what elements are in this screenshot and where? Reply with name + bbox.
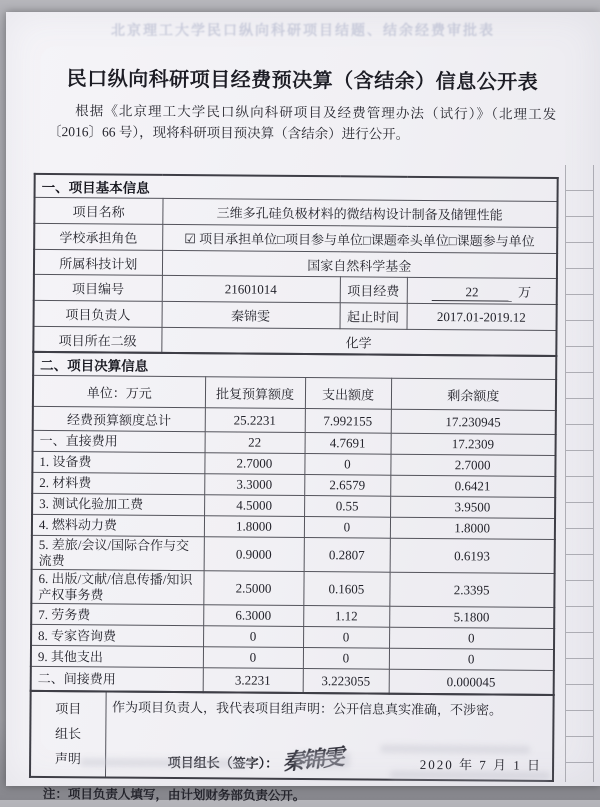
row-spent: 7.992155 — [305, 409, 391, 434]
project-number-label: 项目编号 — [34, 274, 162, 301]
project-name-value: 三维多孔硅负极材料的微结构设计制备及储锂性能 — [162, 198, 557, 227]
side-label-line: 项目 — [55, 701, 82, 717]
row-name: 4. 燃料动力费 — [32, 514, 204, 536]
budget-header-row — [33, 375, 556, 410]
sign-label: 项目组长（签字）： — [167, 755, 279, 772]
col-header-remaining: 剩余额度 — [391, 378, 556, 410]
row-remaining: 0.6193 — [390, 538, 555, 573]
row-remaining: 2.3395 — [389, 572, 554, 607]
side-label-line: 声明 — [54, 750, 81, 766]
row-approved: 2.7000 — [204, 453, 304, 475]
section2-title: 二、项目决算信息 — [33, 352, 556, 380]
footnote: 注：项目负责人填写，由计划财务部负责公开。 — [42, 787, 306, 804]
page-title: 民口纵向科研项目经费预决算（含结余）信息公开表 — [66, 68, 539, 94]
row-approved: 2.5000 — [203, 571, 303, 606]
row-approved: 22 — [205, 432, 305, 454]
bleed-smudge — [380, 745, 530, 754]
row-spent: 1.12 — [303, 606, 389, 628]
role-label: 学校承担角色 — [34, 223, 162, 250]
row-spent: 0.55 — [304, 496, 390, 518]
underlying-page-table-edge — [565, 165, 594, 782]
row-spent: 4.7691 — [305, 433, 391, 455]
dept-value: 化学 — [161, 327, 556, 356]
intro-paragraph: 根据《北京理工大学民口纵向科研项目及经费管理办法（试行）》（北理工发〔2016〕66 号），现将科研项目预决算（含结余）进行公开。 — [47, 103, 557, 142]
bleed-smudge — [80, 758, 250, 767]
project-number-value: 21601014 — [162, 275, 340, 302]
period-label: 起止时间 — [340, 303, 407, 330]
table-row — [34, 223, 557, 253]
document-content — [5, 10, 600, 804]
row-name: 1. 设备费 — [32, 451, 204, 473]
row-remaining: 2.7000 — [390, 454, 555, 476]
plan-label: 所属科技计划 — [34, 249, 162, 275]
bleed-smudge — [295, 752, 350, 768]
row-approved: 0.9000 — [204, 537, 304, 572]
row-approved: 0 — [203, 647, 303, 669]
form-tables — [29, 173, 557, 806]
pi-value: 秦锦雯 — [162, 301, 340, 328]
handwritten-signature: 秦锦雯 — [281, 744, 344, 776]
section1-title: 一、项目基本信息 — [35, 174, 558, 202]
row-spent: 3.223055 — [303, 669, 389, 694]
fund-unit: 万 — [517, 284, 532, 300]
row-approved: 4.5000 — [204, 495, 304, 517]
basic-info-table — [32, 173, 558, 357]
bleed-through-title: 北京理工大学民口纵向科研项目结题、结余经费审批表 — [111, 24, 495, 39]
fund-amount: 22 — [432, 284, 512, 302]
declaration-table — [29, 690, 555, 782]
row-spent: 0 — [303, 648, 389, 670]
col-header-approved: 批复预算额度 — [205, 377, 305, 409]
row-remaining: 0 — [389, 628, 554, 650]
row-name: 5. 差旅/会议/国际合作与交流费 — [32, 535, 204, 571]
row-approved: 25.2231 — [205, 408, 305, 433]
row-spent: 0 — [304, 454, 390, 476]
row-approved: 6.3000 — [203, 605, 303, 627]
row-spent: 0 — [303, 627, 389, 649]
dept-label: 项目所在二级 — [33, 326, 161, 353]
budget-table — [30, 351, 558, 696]
declaration-statement: 作为项目负责人，我代表项目组声明：公开信息真实准确，不涉密。 — [111, 699, 503, 718]
table-row — [34, 300, 557, 330]
row-name: 3. 测试化验加工费 — [32, 493, 204, 515]
table-row — [34, 274, 557, 304]
fund-value-cell — [407, 277, 557, 304]
plan-value: 国家自然科学基金 — [162, 250, 557, 278]
row-remaining: 3.9500 — [390, 496, 555, 518]
col-header-spent: 支出额度 — [305, 378, 391, 410]
declaration-row — [30, 691, 554, 781]
row-name: 2. 材料费 — [32, 472, 204, 494]
row-name: 经费预算额度总计 — [33, 406, 205, 431]
row-remaining: 17.2309 — [391, 433, 556, 455]
row-name: 一、直接费用 — [33, 430, 205, 452]
row-approved: 3.3000 — [204, 474, 304, 496]
budget-row — [31, 570, 554, 608]
row-spent: 2.6579 — [304, 475, 390, 497]
period-value: 2017.01-2019.12 — [407, 303, 557, 330]
row-name: 9. 其他支出 — [31, 646, 203, 668]
row-name: 8. 专家咨询费 — [31, 625, 203, 647]
budget-row — [32, 535, 555, 573]
role-checkboxes: ☑ 项目承担单位□项目参与单位□课题牵头单位□课题参与单位 — [162, 224, 557, 253]
row-approved: 3.2231 — [203, 668, 303, 693]
row-remaining: 0.6421 — [390, 475, 555, 497]
row-remaining: 1.8000 — [390, 517, 555, 539]
pi-label: 项目负责人 — [34, 300, 162, 327]
row-remaining: 17.230945 — [391, 409, 556, 434]
bleed-smudge — [390, 771, 550, 780]
side-label-line: 组长 — [55, 726, 82, 742]
row-name: 6. 出版/文献/信息传播/知识产权事务费 — [31, 570, 203, 606]
row-name: 二、间接费用 — [31, 667, 203, 693]
table-row — [34, 197, 557, 227]
row-approved: 1.8000 — [204, 516, 304, 538]
row-spent: 0.2807 — [304, 538, 390, 573]
row-remaining: 0 — [389, 649, 554, 671]
row-name: 7. 劳务费 — [31, 604, 203, 626]
row-spent: 0 — [304, 517, 390, 539]
row-remaining: 0.000045 — [389, 670, 554, 696]
fund-label: 项目经费 — [340, 277, 407, 304]
paper-sheet — [6, 12, 600, 804]
unit-label: 单位：万元 — [33, 375, 205, 407]
project-name-label: 项目名称 — [34, 197, 162, 224]
signature-date: 2020 年 7 月 1 日 — [419, 757, 543, 774]
row-spent: 0.1605 — [303, 572, 389, 607]
row-remaining: 5.1800 — [389, 607, 554, 629]
row-approved: 0 — [203, 626, 303, 648]
